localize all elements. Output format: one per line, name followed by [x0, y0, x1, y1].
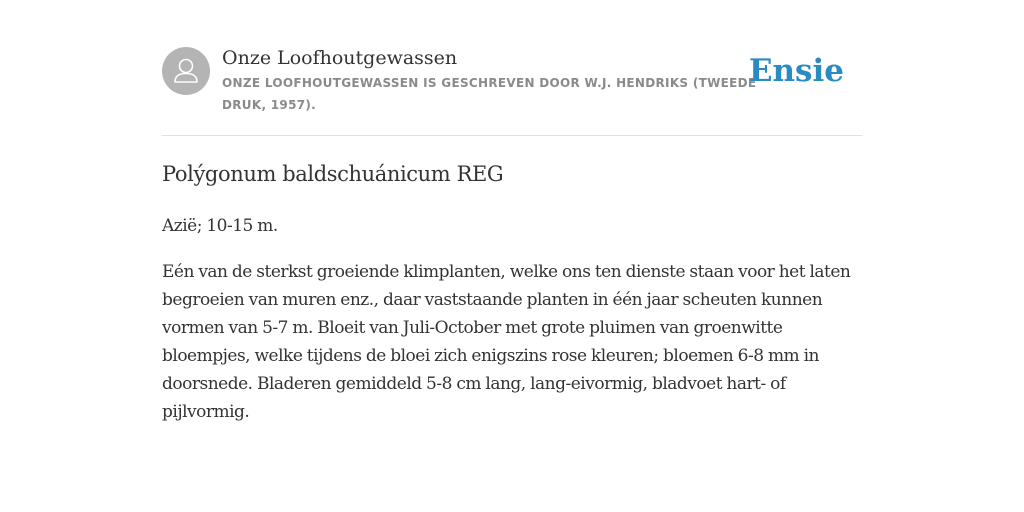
header-divider [162, 135, 862, 136]
book-title[interactable]: Onze Loofhoutgewassen [222, 47, 458, 69]
ensie-logo[interactable]: Ensie [748, 53, 844, 89]
book-description: ONZE LOOFHOUTGEWASSEN IS GESCHREVEN DOOR W.J. HENDRIKS (TWEEDE DRUK, 1957). [222, 76, 757, 112]
user-silhouette-icon[interactable] [162, 47, 210, 95]
entry-content [162, 158, 862, 426]
book-header [162, 46, 862, 116]
entry-paragraph-origin: Azië; 10-15 m. [162, 216, 278, 236]
entry-paragraph-description: Eén van de sterkst groeiende klimplanten, welke ons ten dienste staan voor het laten begroeien van muren enz., daar vaststaande planten in één jaar scheuten kunnen vormen van 5-7 m. Bloeit van Juli-October met grote pluimen van groenwitte bloempjes, welke tijdens de bloei zich enigszins rose kleuren; bloemen 6-8 mm in doorsnede. Bladeren gemiddeld 5-8 cm lang, lang-eivormig, bladvoet hart- of pijlvormig. [162, 262, 851, 422]
entry-title: Polýgonum baldschuánicum REG [162, 162, 504, 186]
